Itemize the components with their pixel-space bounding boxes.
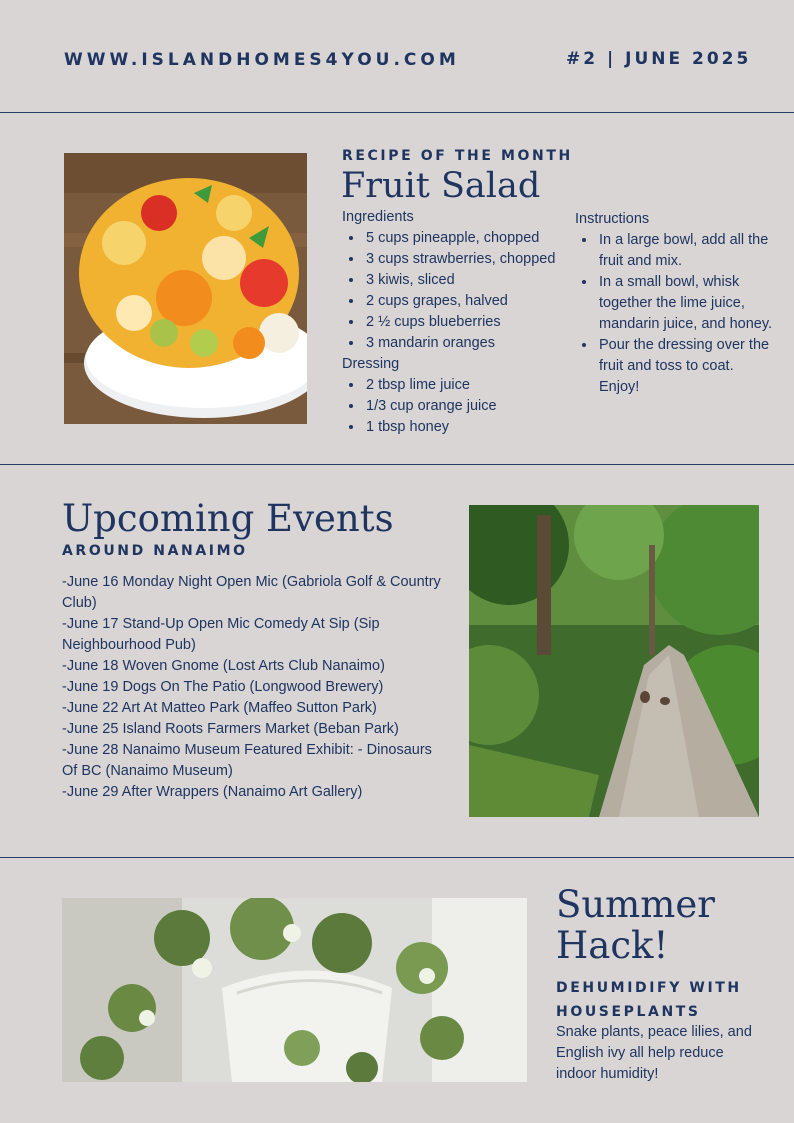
list-item: -June 17 Stand-Up Open Mic Comedy At Sip (Sip Neighbourhood Pub) [62,616,380,653]
list-item: -June 22 Art At Matteo Park (Maffeo Sutton Park) [62,700,377,716]
events-list [62,572,442,803]
list-item: -June 16 Monday Night Open Mic (Gabriola Golf & Country Club) [62,574,441,611]
hack-kicker [556,976,742,1024]
list-item: -June 25 Island Roots Farmers Market (Beban Park) [62,721,399,737]
list-item: • 1/3 cup orange juice [364,396,582,417]
list-item: • 3 kiwis, sliced [364,270,582,291]
list-item: -June 28 Nanaimo Museum Featured Exhibit: - Dinosaurs Of BC (Nanaimo Museum) [62,742,432,779]
instructions-block [575,209,775,398]
events-title: Upcoming Events [62,497,394,540]
list-item: • 1 tbsp honey [364,417,582,438]
divider [0,112,794,113]
forest-trail-photo [469,505,759,817]
list-item: • 2 tbsp lime juice [364,375,582,396]
hack-title [556,884,715,966]
list-item: -June 19 Dogs On The Patio (Longwood Brewery) [62,679,384,695]
divider [0,857,794,858]
list-item: • 5 cups pineapple, chopped [364,228,582,249]
dressing-label: Dressing [342,356,400,372]
events-kicker: AROUND NANAIMO [62,543,248,559]
ingredients-block [342,207,582,438]
recipe-kicker: RECIPE OF THE MONTH [342,148,573,164]
houseplant-photo [62,898,527,1082]
issue-info: #2 | JUNE 2025 [566,49,752,69]
hack-kicker-line: HOUSEPLANTS [556,1004,701,1020]
ingredients-label: Ingredients [342,209,414,225]
site-url: WWW.ISLANDHOMES4YOU.COM [64,50,460,70]
hack-text: Snake plants, peace lilies, and English ivy all help reduce indoor humidity! [556,1024,752,1082]
list-item: -June 29 After Wrappers (Nanaimo Art Gallery) [62,784,363,800]
list-item: • 2 ½ cups blueberries [364,312,582,333]
list-item: • In a large bowl, add all the fruit and mix. [597,230,775,272]
hack-title-line: Summer [556,883,715,926]
fruit-salad-photo [64,153,307,424]
divider [0,464,794,465]
hack-title-line: Hack! [556,924,669,967]
recipe-title: Fruit Salad [341,166,541,206]
hack-kicker-line: DEHUMIDIFY WITH [556,980,742,996]
list-item: • 3 cups strawberries, chopped [364,249,582,270]
list-item: -June 18 Woven Gnome (Lost Arts Club Nanaimo) [62,658,385,674]
list-item: • In a small bowl, whisk together the lime juice, mandarin juice, and honey. [597,272,775,335]
list-item: • 3 mandarin oranges [364,333,582,354]
instructions-label: Instructions [575,211,650,227]
list-item: • Pour the dressing over the fruit and toss to coat. Enjoy! [597,335,775,398]
list-item: • 2 cups grapes, halved [364,291,582,312]
